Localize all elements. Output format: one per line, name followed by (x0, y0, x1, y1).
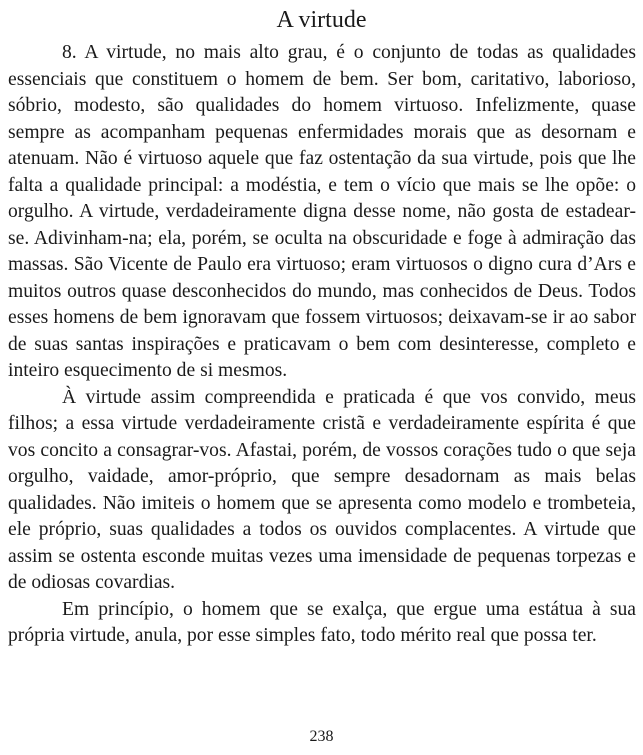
page-number: 238 (309, 728, 334, 745)
page-title: A virtude (276, 7, 367, 33)
paragraph-2: À virtude assim compreendida e praticada é que vos convido, meus filhos; a essa virtude verdadeiramente cristã e verdadeiramente espírita é que vos concito a consagrar-vos. Afastai, porém, de vossos corações tudo o que seja orgulho, vaidade, amor-próprio, que sempre desadornam as mais belas qualidades. Não imiteis o homem que se apresenta como modelo e trombeteia, ele próprio, suas qualidades a todos os ouvidos complacentes. A virtude que assim se ostenta esconde muitas vezes uma imensidade de pequenas torpezas e de odiosas covardias. (8, 386, 636, 593)
paragraph-3: Em princípio, o homem que se exalça, que ergue uma estátua à sua própria virtude, anula, por esse simples fato, todo mérito real que possa ter. (8, 598, 636, 646)
paragraph-1: 8. A virtude, no mais alto grau, é o conjunto de todas as qualidades essenciais que constituem o homem de bem. Ser bom, caritativo, laborioso, sóbrio, modesto, são qualidades do homem virtuoso. Infelizmente, quase sempre as acompanham pequenas enfermidades morais que as desornam e atenuam. Não é virtuoso aquele que faz ostentação da sua virtude, pois que lhe falta a qualidade principal: a modéstia, e tem o vício que mais se lhe opõe: o orgulho. A virtude, verdadeiramente digna desse nome, não gosta de estadear-se. Adivinham-na; ela, porém, se oculta na obscuridade e foge à admiração das massas. São Vicente de Paulo era virtuoso; eram virtuosos o digno cura d’Ars e muitos outros quase desconhecidos do mundo, mas conhecidos de Deus. Todos esses homens de bem ignoravam que fossem virtuosos; deixavam-se ir ao sabor de suas santas inspirações e praticavam o bem com desinteresse, completo e inteiro esquecimento de si mesmos. (8, 42, 636, 381)
body-text (8, 40, 636, 650)
